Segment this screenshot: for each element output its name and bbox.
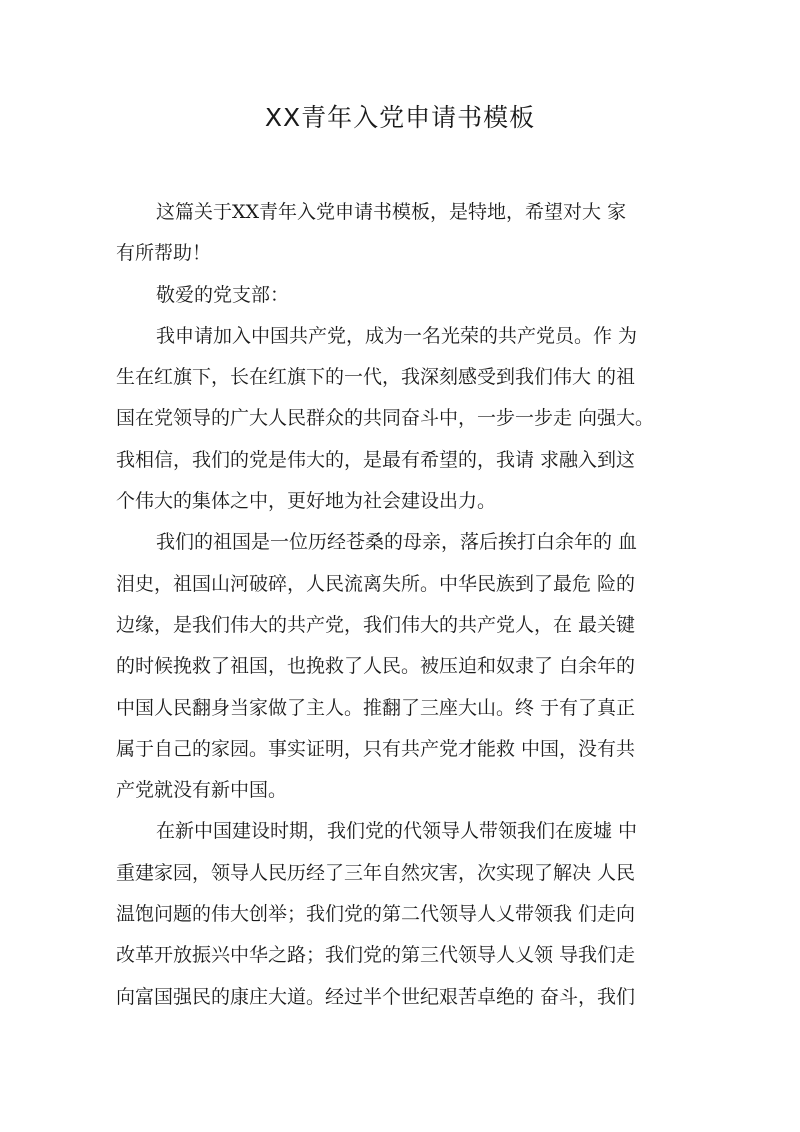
text-line: 温饱问题的伟大创举；我们党的第二代领导人乂带领我 们走向 <box>116 903 636 926</box>
text-line: 个伟大的集体之中，更好地为社会建设出力。 <box>116 490 497 513</box>
text-line: 我相信，我们的党是伟大的，是最有希望的，我请 求融入到这 <box>116 448 636 471</box>
text-line: 中国人民翻身当家做了主人。推翻了三座大山。终 于有了真正 <box>116 696 636 719</box>
text-line: 改革开放振兴中华之路；我们党的第三代领导人乂领 导我们走 <box>116 944 636 967</box>
text-line: 国在党领导的广大人民群众的共同奋斗中，一步一步走 向强大。 <box>116 407 655 430</box>
text-line: 重建家园，领导人民历经了三年自然灾害，次实现了解决 人民 <box>116 861 636 884</box>
document-body <box>116 192 656 1018</box>
text-line: 我们的祖国是一位历经苍桑的母亲，落后挨打白余年的 血 <box>156 531 638 554</box>
text-line: 这篇关于XX青年入党申请书模板，是特地，希望对大 家 <box>156 201 627 223</box>
text-line: 有所帮助！ <box>116 242 212 265</box>
text-line: 向富国强民的康庄大道。经过半个世纪艰苦卓绝的 奋斗，我们 <box>116 985 636 1008</box>
text-line: 我申请加入中国共产党，成为一名光荣的共产党员。作 为 <box>156 324 638 347</box>
text-line: 泪史，祖国山河破碎，人民流离失所。中华民族到了最危 险的 <box>116 572 636 595</box>
text-line: 产党就没有新中国。 <box>116 779 288 802</box>
text-line: 在新中国建设时期，我们党的代领导人带领我们在废墟 中 <box>156 820 638 843</box>
text-line: 边缘，是我们伟大的共产党，我们伟大的共产党人，在 最关键 <box>116 613 636 636</box>
text-line: 属于自己的家园。事实证明，只有共产党才能救 中国，没有共 <box>116 737 636 760</box>
text-line: 敬爱的党支部： <box>156 283 290 306</box>
text-line: 生在红旗下，长在红旗下的一代，我深刻感受到我们伟大 的祖 <box>116 366 636 389</box>
document-title: XX青年入党申请书模板 <box>264 103 536 132</box>
text-line: 的时候挽救了祖国，也挽救了人民。被压迫和奴隶了 白余年的 <box>116 655 636 678</box>
